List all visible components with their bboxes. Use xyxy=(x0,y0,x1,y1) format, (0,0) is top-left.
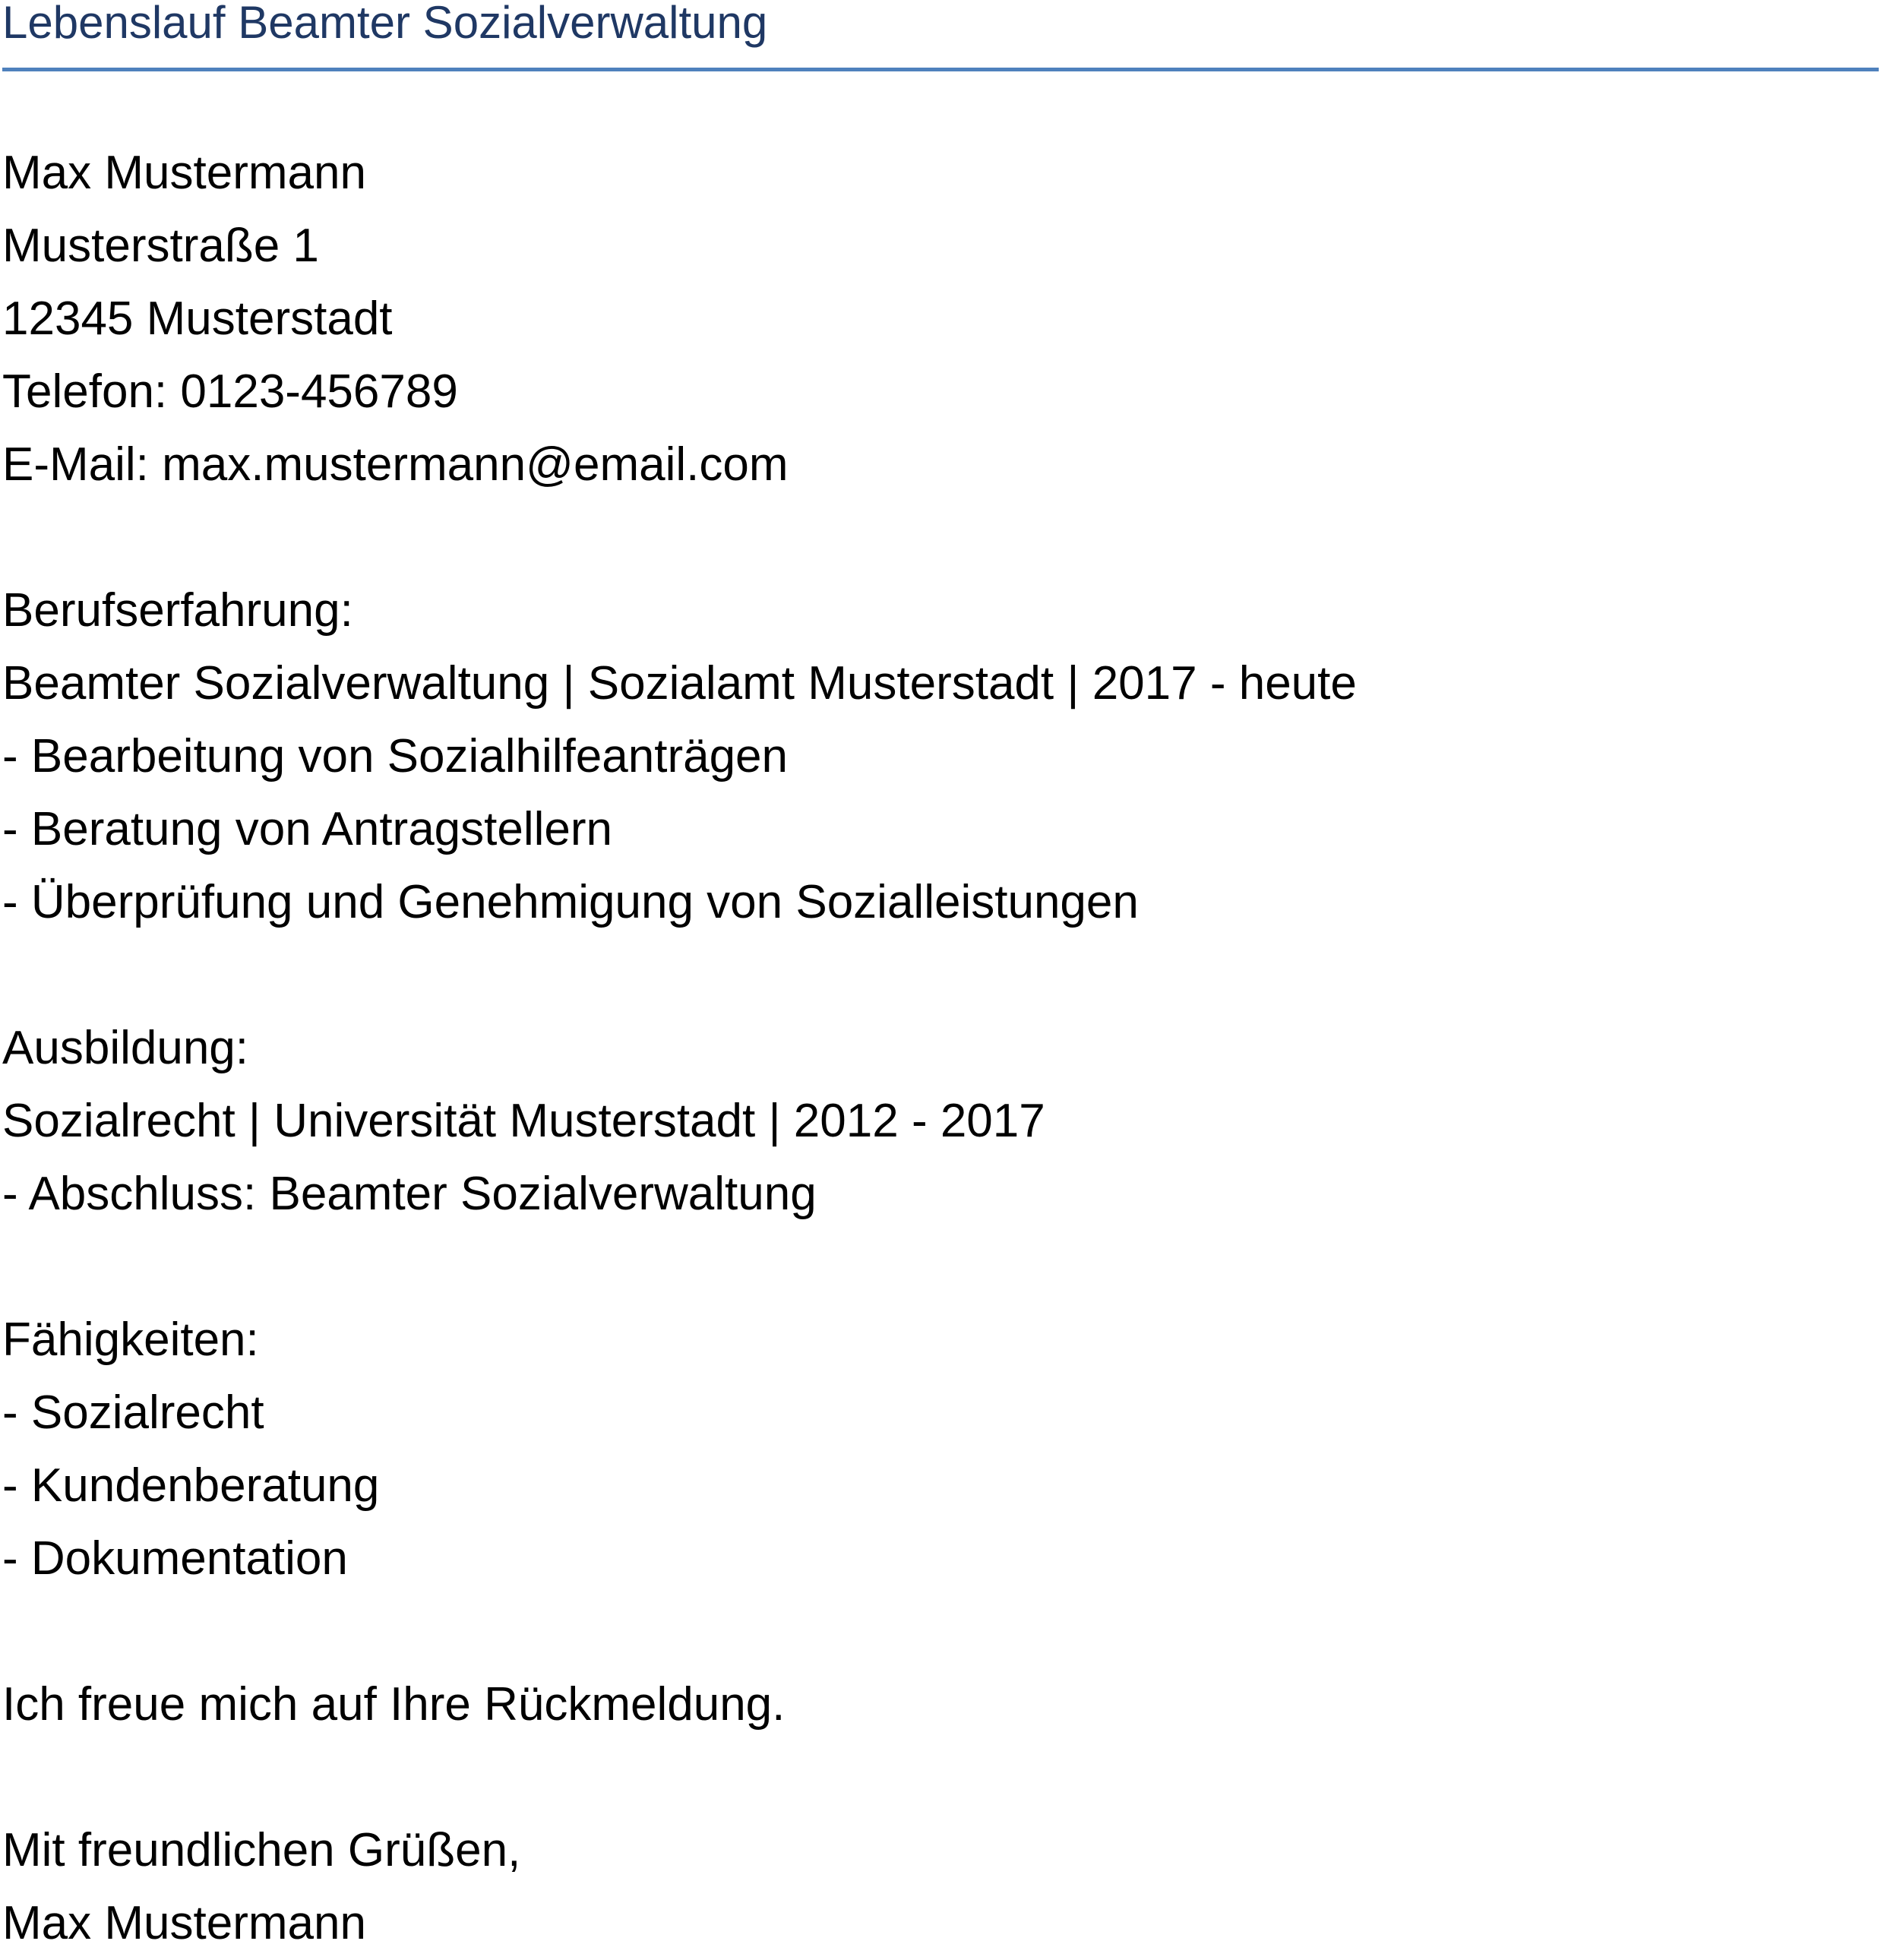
experience-position: Beamter Sozialverwaltung | Sozialamt Musterstadt | 2017 - heute xyxy=(2,657,1357,710)
spacer xyxy=(2,1595,1871,1668)
closing-salutation: Mit freundlichen Grüßen, xyxy=(2,1824,521,1876)
education-heading: Ausbildung: xyxy=(2,1022,249,1074)
skills-bullet: - Kundenberatung xyxy=(2,1459,380,1512)
contact-name: Max Mustermann xyxy=(2,147,366,199)
contact-phone: Telefon: 0123-456789 xyxy=(2,365,458,418)
experience-bullet: - Überprüfung und Genehmigung von Sozialleistungen xyxy=(2,876,1139,928)
contact-city: 12345 Musterstadt xyxy=(2,292,393,345)
skills-bullet: - Dokumentation xyxy=(2,1532,348,1585)
experience-heading: Berufserfahrung: xyxy=(2,584,353,637)
experience-bullet: - Beratung von Antragstellern xyxy=(2,803,613,855)
skills-heading: Fähigkeiten: xyxy=(2,1314,259,1366)
contact-street: Musterstraße 1 xyxy=(2,220,319,272)
spacer xyxy=(2,939,1871,1012)
education-entry: Sozialrecht | Universität Musterstadt | 2012 - 2017 xyxy=(2,1095,1045,1147)
education-bullet: - Abschluss: Beamter Sozialverwaltung xyxy=(2,1168,817,1220)
spacer xyxy=(2,1231,1871,1304)
document-title: Lebenslauf Beamter Sozialverwaltung xyxy=(2,0,768,48)
spacer xyxy=(2,1741,1871,1814)
spacer xyxy=(2,501,1871,574)
skills-bullet: - Sozialrecht xyxy=(2,1386,264,1439)
title-underline xyxy=(2,68,1879,71)
experience-bullet: - Bearbeitung von Sozialhilfeanträgen xyxy=(2,730,789,782)
contact-email: E-Mail: max.mustermann@email.com xyxy=(2,438,789,491)
signature-name: Max Mustermann xyxy=(2,1897,366,1949)
document-body xyxy=(2,137,1871,1960)
closing-sentence: Ich freue mich auf Ihre Rückmeldung. xyxy=(2,1678,786,1731)
